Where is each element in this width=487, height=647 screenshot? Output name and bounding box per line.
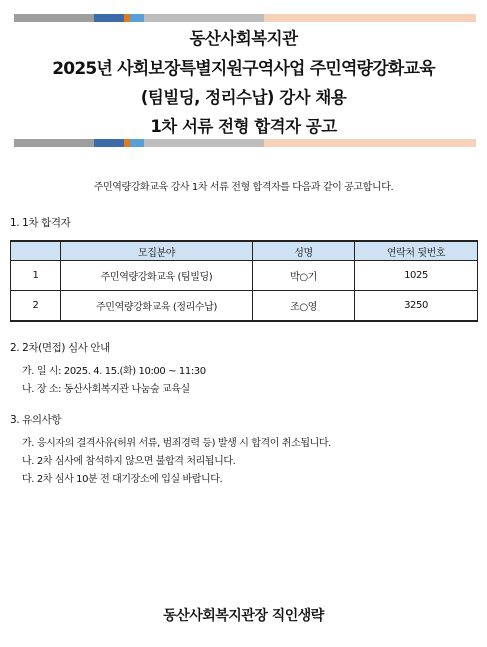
row-phone: 1025 — [355, 261, 478, 291]
note-item: 나. 2차 심사에 참석하지 않으면 불합격 처리됩니다. — [22, 456, 236, 467]
announcement-title: 1차 서류 전형 합격자 공고 — [150, 117, 337, 136]
section-heading-passers: 1. 1차 합격자 — [10, 217, 71, 229]
section-heading-notes: 3. 유의사항 — [10, 414, 62, 426]
row-name: 조○영 — [253, 291, 355, 322]
row-number: 1 — [11, 261, 61, 291]
project-title: 2025년 사회보장특별지원구역사업 주민역량강화교육 — [52, 59, 435, 79]
passers-table — [10, 240, 478, 322]
org-title: 동산사회복지관 — [189, 29, 298, 48]
table-header-row — [11, 241, 478, 261]
section-heading-interview: 2. 2차(면접) 심사 안내 — [10, 342, 110, 354]
row-field: 주민역량강화교육 (팀빌딩) — [61, 261, 253, 291]
interview-date: 가. 일 시: 2025. 4. 15.(화) 10:00 ~ 11:30 — [22, 366, 206, 377]
header-color-bar-bottom — [14, 139, 476, 147]
table-row — [11, 261, 478, 291]
row-field: 주민역량강화교육 (정리수납) — [61, 291, 253, 322]
row-number: 2 — [11, 291, 61, 322]
signature-line: 동산사회복지관장 직인생략 — [163, 608, 324, 624]
note-item: 가. 응시자의 결격사유(허위 서류, 범죄경력 등) 발생 시 합격이 취소됩니다. — [22, 438, 331, 449]
note-item: 다. 2차 심사 10분 전 대기장소에 입실 바랍니다. — [22, 474, 223, 485]
position-title: (팀빌딩, 정리수납) 강사 채용 — [140, 88, 347, 107]
header-color-bar-top — [14, 14, 476, 22]
row-name: 박○기 — [253, 261, 355, 291]
header-cell-name: 성명 — [253, 241, 355, 261]
header-cell-no — [11, 241, 61, 261]
intro-text: 주민역량강화교육 강사 1차 서류 전형 합격자를 다음과 같이 공고합니다. — [93, 182, 394, 193]
interview-place: 나. 장 소: 동산사회복지관 나눔숲 교육실 — [22, 384, 190, 395]
header-cell-phone: 연락처 뒷번호 — [355, 241, 478, 261]
table-row — [11, 291, 478, 322]
header-cell-field: 모집분야 — [61, 241, 253, 261]
row-phone: 3250 — [355, 291, 478, 322]
